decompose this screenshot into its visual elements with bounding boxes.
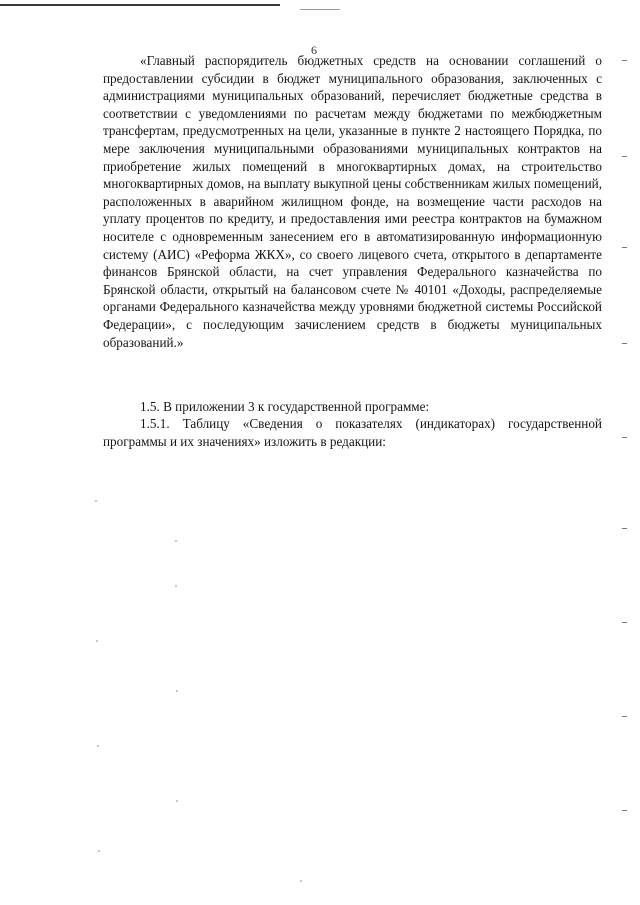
scan-artifact (95, 500, 97, 502)
paragraph-funding-procedure: «Главный распорядитель бюджетных средств на основании соглашений о предоставлении субсидии в бюджет муниципального образования, заключенных с администрациями муниципальных образований, перечисляет бюджетные средства в соответствии с уведомлениями по расчетам между бюджетами по межбюджетным трансфертам, предусмотренных на цели, указанные в пункте 2 настоящего Порядка, по мере заключения муниципальными образованиями муниципальных контрактов на приобретение жилых помещений в многоквартирных домах, на строительство многоквартирных домов, на выплату выкупной цены собственникам жилых помещений, расположенных в аварийном жилищном фонде, на возмещение части расходов на уплату процентов по кредиту, и предоставления ими реестра контрактов на бумажном носителе с одновременным занесением его в автоматизированную информационную систему (АИС) «Реформа ЖКХ», со своего лицевого счета, открытого в департаменте финансов Брянской области, на счет управления Федерального казначейства по Брянской области, открытый на балансовом счете № 40101 «Доходы, распределяемые органами Федерального казначейства между уровнями бюджетной системы Российской Федерации», с последующим зачислением средств в бюджеты муниципальных образований.» (103, 53, 602, 350)
margin-mark (622, 622, 627, 623)
margin-mark (622, 528, 627, 529)
margin-mark (622, 343, 627, 344)
margin-mark (622, 247, 627, 248)
scan-artifact (300, 880, 302, 882)
margin-mark (622, 156, 627, 157)
top-rule (0, 4, 280, 6)
margin-mark (622, 716, 627, 717)
scan-artifact (176, 800, 178, 802)
scan-artifact (97, 745, 99, 747)
margin-mark (622, 437, 627, 438)
scan-artifact (96, 640, 98, 642)
scan-artifact (176, 690, 178, 692)
paragraph-indicator-table: 1.5.1. Таблицу «Сведения о показателях (индикаторах) государственной программы и их значениях» изложить в редакции: (103, 416, 602, 449)
scan-artifact (98, 850, 100, 852)
top-rule-secondary (300, 9, 340, 10)
margin-mark (622, 810, 627, 811)
scan-artifact (175, 585, 177, 587)
paragraph-appendix-3: 1.5. В приложении 3 к государственной программе: (140, 399, 430, 414)
margin-mark (622, 60, 627, 61)
scan-artifact (175, 540, 177, 542)
page-number: 6 (311, 43, 317, 57)
